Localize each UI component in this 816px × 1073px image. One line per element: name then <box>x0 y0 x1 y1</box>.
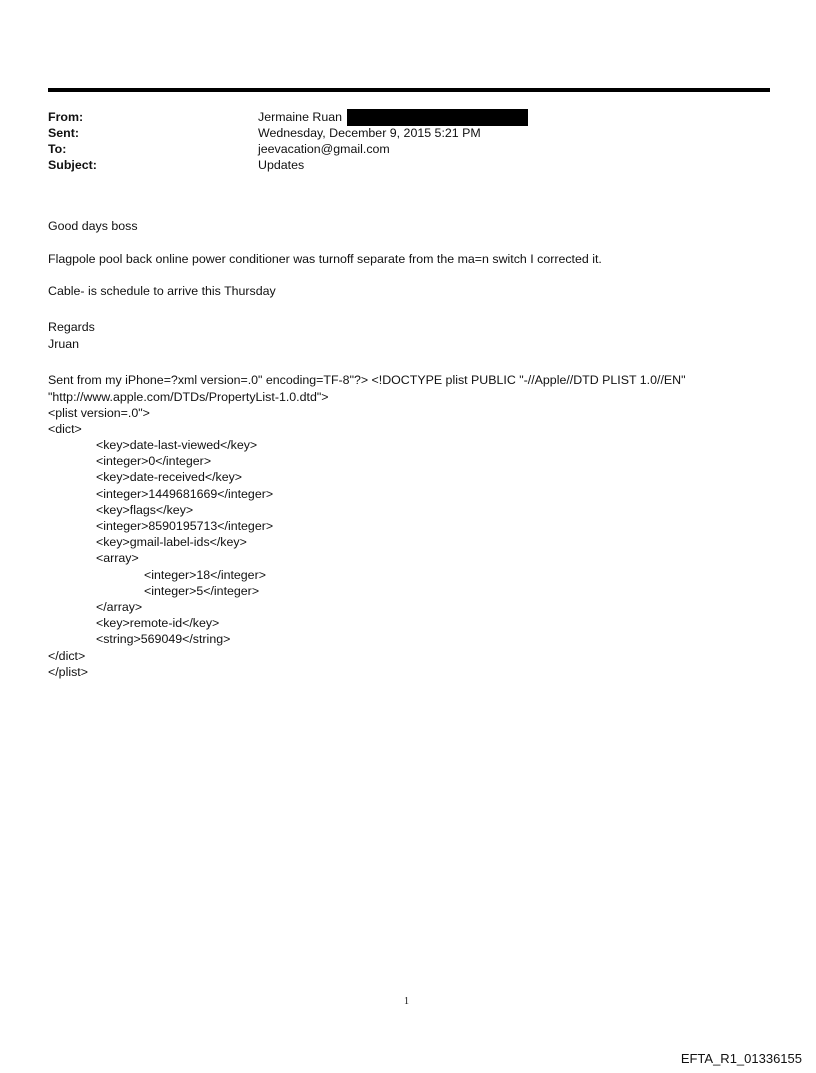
plist-line: <array> <box>96 551 139 565</box>
plist-line: <key>remote-id</key> <box>96 616 220 630</box>
plist-line: <integer>1449681669</integer> <box>96 487 274 501</box>
from-label: From: <box>48 110 84 124</box>
footer-document-id: EFTA_R1_01336155 <box>680 1051 802 1066</box>
plist-line: Sent from my iPhone=?xml version=.0" encoding=TF-8"?> <!DOCTYPE plist PUBLIC "-//Apple//DTD PLIST 1.0//EN" <box>48 373 686 387</box>
plist-line: <dict> <box>48 422 82 436</box>
plist-line: <key>flags</key> <box>96 503 194 517</box>
paragraph-1: Flagpole pool back online power conditioner was turnoff separate from the ma=n switch I corrected it. <box>48 252 602 266</box>
redaction-box <box>347 109 528 126</box>
plist-line: </array> <box>96 600 143 614</box>
plist-line: <key>date-last-viewed</key> <box>96 438 258 452</box>
from-value: Jermaine Ruan <box>258 110 343 124</box>
plist-line: <key>gmail-label-ids</key> <box>96 535 247 549</box>
plist-line: </plist> <box>48 665 88 679</box>
sent-value: Wednesday, December 9, 2015 5:21 PM <box>258 126 481 140</box>
regards: Regards <box>48 320 95 334</box>
plist-line: <integer>0</integer> <box>96 454 212 468</box>
to-label: To: <box>48 142 67 156</box>
plist-line: <string>569049</string> <box>96 632 231 646</box>
plist-line: <plist version=.0"> <box>48 406 150 420</box>
sent-label: Sent: <box>48 126 79 140</box>
signature: Jruan <box>48 337 79 351</box>
plist-line: <integer>5</integer> <box>144 584 260 598</box>
subject-label: Subject: <box>48 158 97 172</box>
plist-line: </dict> <box>48 649 86 663</box>
subject-value: Updates <box>258 158 305 172</box>
greeting: Good days boss <box>48 219 138 233</box>
plist-line: "http://www.apple.com/DTDs/PropertyList-1.0.dtd"> <box>48 390 329 404</box>
plist-line: <integer>18</integer> <box>144 568 266 582</box>
page-number: 1 <box>404 996 409 1007</box>
plist-line: <integer>8590195713</integer> <box>96 519 274 533</box>
paragraph-2: Cable- is schedule to arrive this Thursday <box>48 284 276 298</box>
to-value: jeevacation@gmail.com <box>258 142 390 156</box>
plist-line: <key>date-received</key> <box>96 470 243 484</box>
header-rule <box>48 88 770 92</box>
